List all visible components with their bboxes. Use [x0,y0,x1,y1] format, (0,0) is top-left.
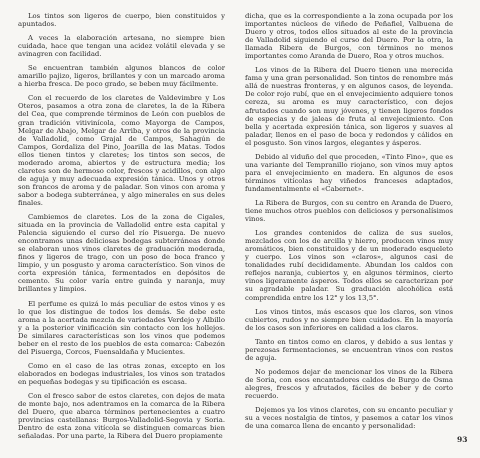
paragraph: dicha, que es la correspondiente a la zona ocupada por los importantes núcleos de viñedo de Peñafiel, Valbuena de Duero y otros, todos ellos situados al este de la provincia de Valladolid siguiendo el curso del Duero. Por la otra, la llamada Ribera de Burgos, con términos no menos importantes como Aranda de Duero, Roa y otros muchos. [245,12,453,61]
paragraph: El perfume es quizá lo más peculiar de estos vinos y es lo que los distingue de todos los demás. Se debe este aroma a la acertada mezcla de variedades Verdejo y Albillo y a la posterior vinificación sin contacto con los hollejos. De similares características son los vinos que podemos beber en el resto de los pueblos de esta comarca: Cabezón del Pisuerga, Corcos, Fuensaldaña y Mucientes. [18,299,225,356]
paragraph: No podemos dejar de mencionar los vinos de la Ribera de Soria, con esos encantadores caldos de Burgo de Osma alegres, frescos y afrutados, fáciles de beber y de corto recuerdo. [245,367,453,400]
paragraph: Tanto en tintos como en claros, y debido a sus lentas y perezosas fermentaciones, se encuentran vinos con restos de aguja. [245,337,453,362]
paragraph: Los vinos tintos, más escasos que los claros, son vinos cubiertos, rudos y no siempre bien cuidados. En la mayoría de los casos son inferiores en calidad a los claros. [245,307,453,332]
paragraph: Los vinos de la Ribera del Duero tienen una merecida fama y una gran personalidad. Son tintos de renombre más allá de nuestras fronteras, y en algunos casos, de leyenda. De color rojo rubí, que en el envejecimiento adquiere tonos cereza, su aroma es muy característico, con dejos afrutados cuando son muy jóvenes, y tienen ligeros fondos de especias y de jaleas de fruta al envejecimiento. Con bella y acertada expresión tánica, son ligeros y suaves al paladar, llenos en el paso de boca y redondos y cálidos en el posgusto. Son vinos largos, elegantes y ásperos. [245,66,453,147]
paragraph: Los grandes contenidos de caliza de sus suelos, mezclados con los de arcilla y hierro, producen vinos muy aromáticos, bien constituidos y de un moderado esqueleto y cuerpo. Los vinos son «claros», algunos casi de tonalidades rubí decididamente. Abundan los caldos con reflejos naranja, cubiertos y, en algunos términos, cierto vinos ligeramente ásperos. Todos ellos se caracterizan por su agradable paladar. Su graduación alcohólica está comprendida entre los 12° y los 13,5°. [245,229,453,302]
paragraph: A veces la elaboración artesana, no siempre bien cuidada, hace que tengan una acidez volátil elevada y se avinagren con facilidad. [18,34,225,59]
paragraph: Cambiemos de claretes. Los de la zona de Cigales, situada en la provincia de Valladolid entre esta capital y Palencia siguiendo el curso del río Pisuerga. De nuevo encontramos unas deliciosas bodegas subterráneas donde se elaboran unos vinos claretes de graduación moderada, finos y ligeros de trago, con un poso de boca franco y limpio, y un posgusto y aroma característico. Son vinos de corta expresión tánica, fermentados en depósitos de cemento. Su color varía entre guinda y naranja, muy brillantes y limpios. [18,213,225,294]
paragraph: Con el fresco sabor de estos claretes, con dejos de mata de monte bajo, nos adentramos en la comarca de la Ribera del Duero, que abarca términos pertenecientes a cuatro provincias castellanas: Burgos-Valladolid-Segovia y Soria. Dentro de esta zona vitícola se distinguen comarcas bien señaladas. Por una parte, la Ribera del Duero propiamente [18,391,225,441]
paragraph: La Ribera de Burgos, con su centro en Aranda de Duero, tiene muchos otros pueblos con deliciosos y personalísimos vinos. [245,198,453,224]
left-text-column [18,12,225,446]
paragraph: Con el recuerdo de los claretes de Valdevimbre y Los Oteros, pasamos a otra zona de claretes, la de la Ribera del Cea, que comprende términos de León con pueblos de gran tradición vitivinícola, como Mayorga de Campos, Melgar de Abajo, Melgar de Arriba, y otros de la provincia de Valladolid, como Grajal de Campos, Sahagún de Campos, Gordaliza del Pino, Joarilla de las Matas. Todos ellos tienen tintos y claretes; los tintos son secos, de moderado aroma, abiertos y de estructura media; los claretes son de hermoso color, frescos y acidillos, con algo de aguja y muy adecuada expresión tánica. Unos y otros son francos de aroma y de paladar. Son vinos con aroma y sabor a bodega subterránea, y algo minerales en sus deles finales. [18,94,225,207]
paragraph: Se encuentran también algunos blancos de color amarillo pajizo, ligeros, brillantes y con un marcado aroma a hierba fresca. De poco grado, se beben muy fácilmente. [18,64,225,89]
paragraph: Los tintos son ligeros de cuerpo, bien constituidos y apuntados. [18,12,225,29]
paragraph: Debido al viduño del que proceden, «Tinto Fino», que es una variante del Tempranillo riojano, son vinos muy aptos para el envejecimiento en madera. En algunos de esos términos vitícolas hay viñedos franceses adaptados, fundamentalmente el «Cabernet». [245,152,453,193]
paragraph: Como en el caso de las otras zonas, excepto en los elaborados en bodegas industriales, los vinos son tratados en pequeñas bodegas y su tipificación es escasa. [18,361,225,386]
page-number: 93 [457,435,468,444]
right-text-column [245,12,453,436]
paragraph: Dejemos ya los vinos claretes, con su encanto peculiar y su a veces nostalgia de tintos, y pasemos a catar los vinos de una comarca llena de encanto y personalidad: [245,406,453,431]
